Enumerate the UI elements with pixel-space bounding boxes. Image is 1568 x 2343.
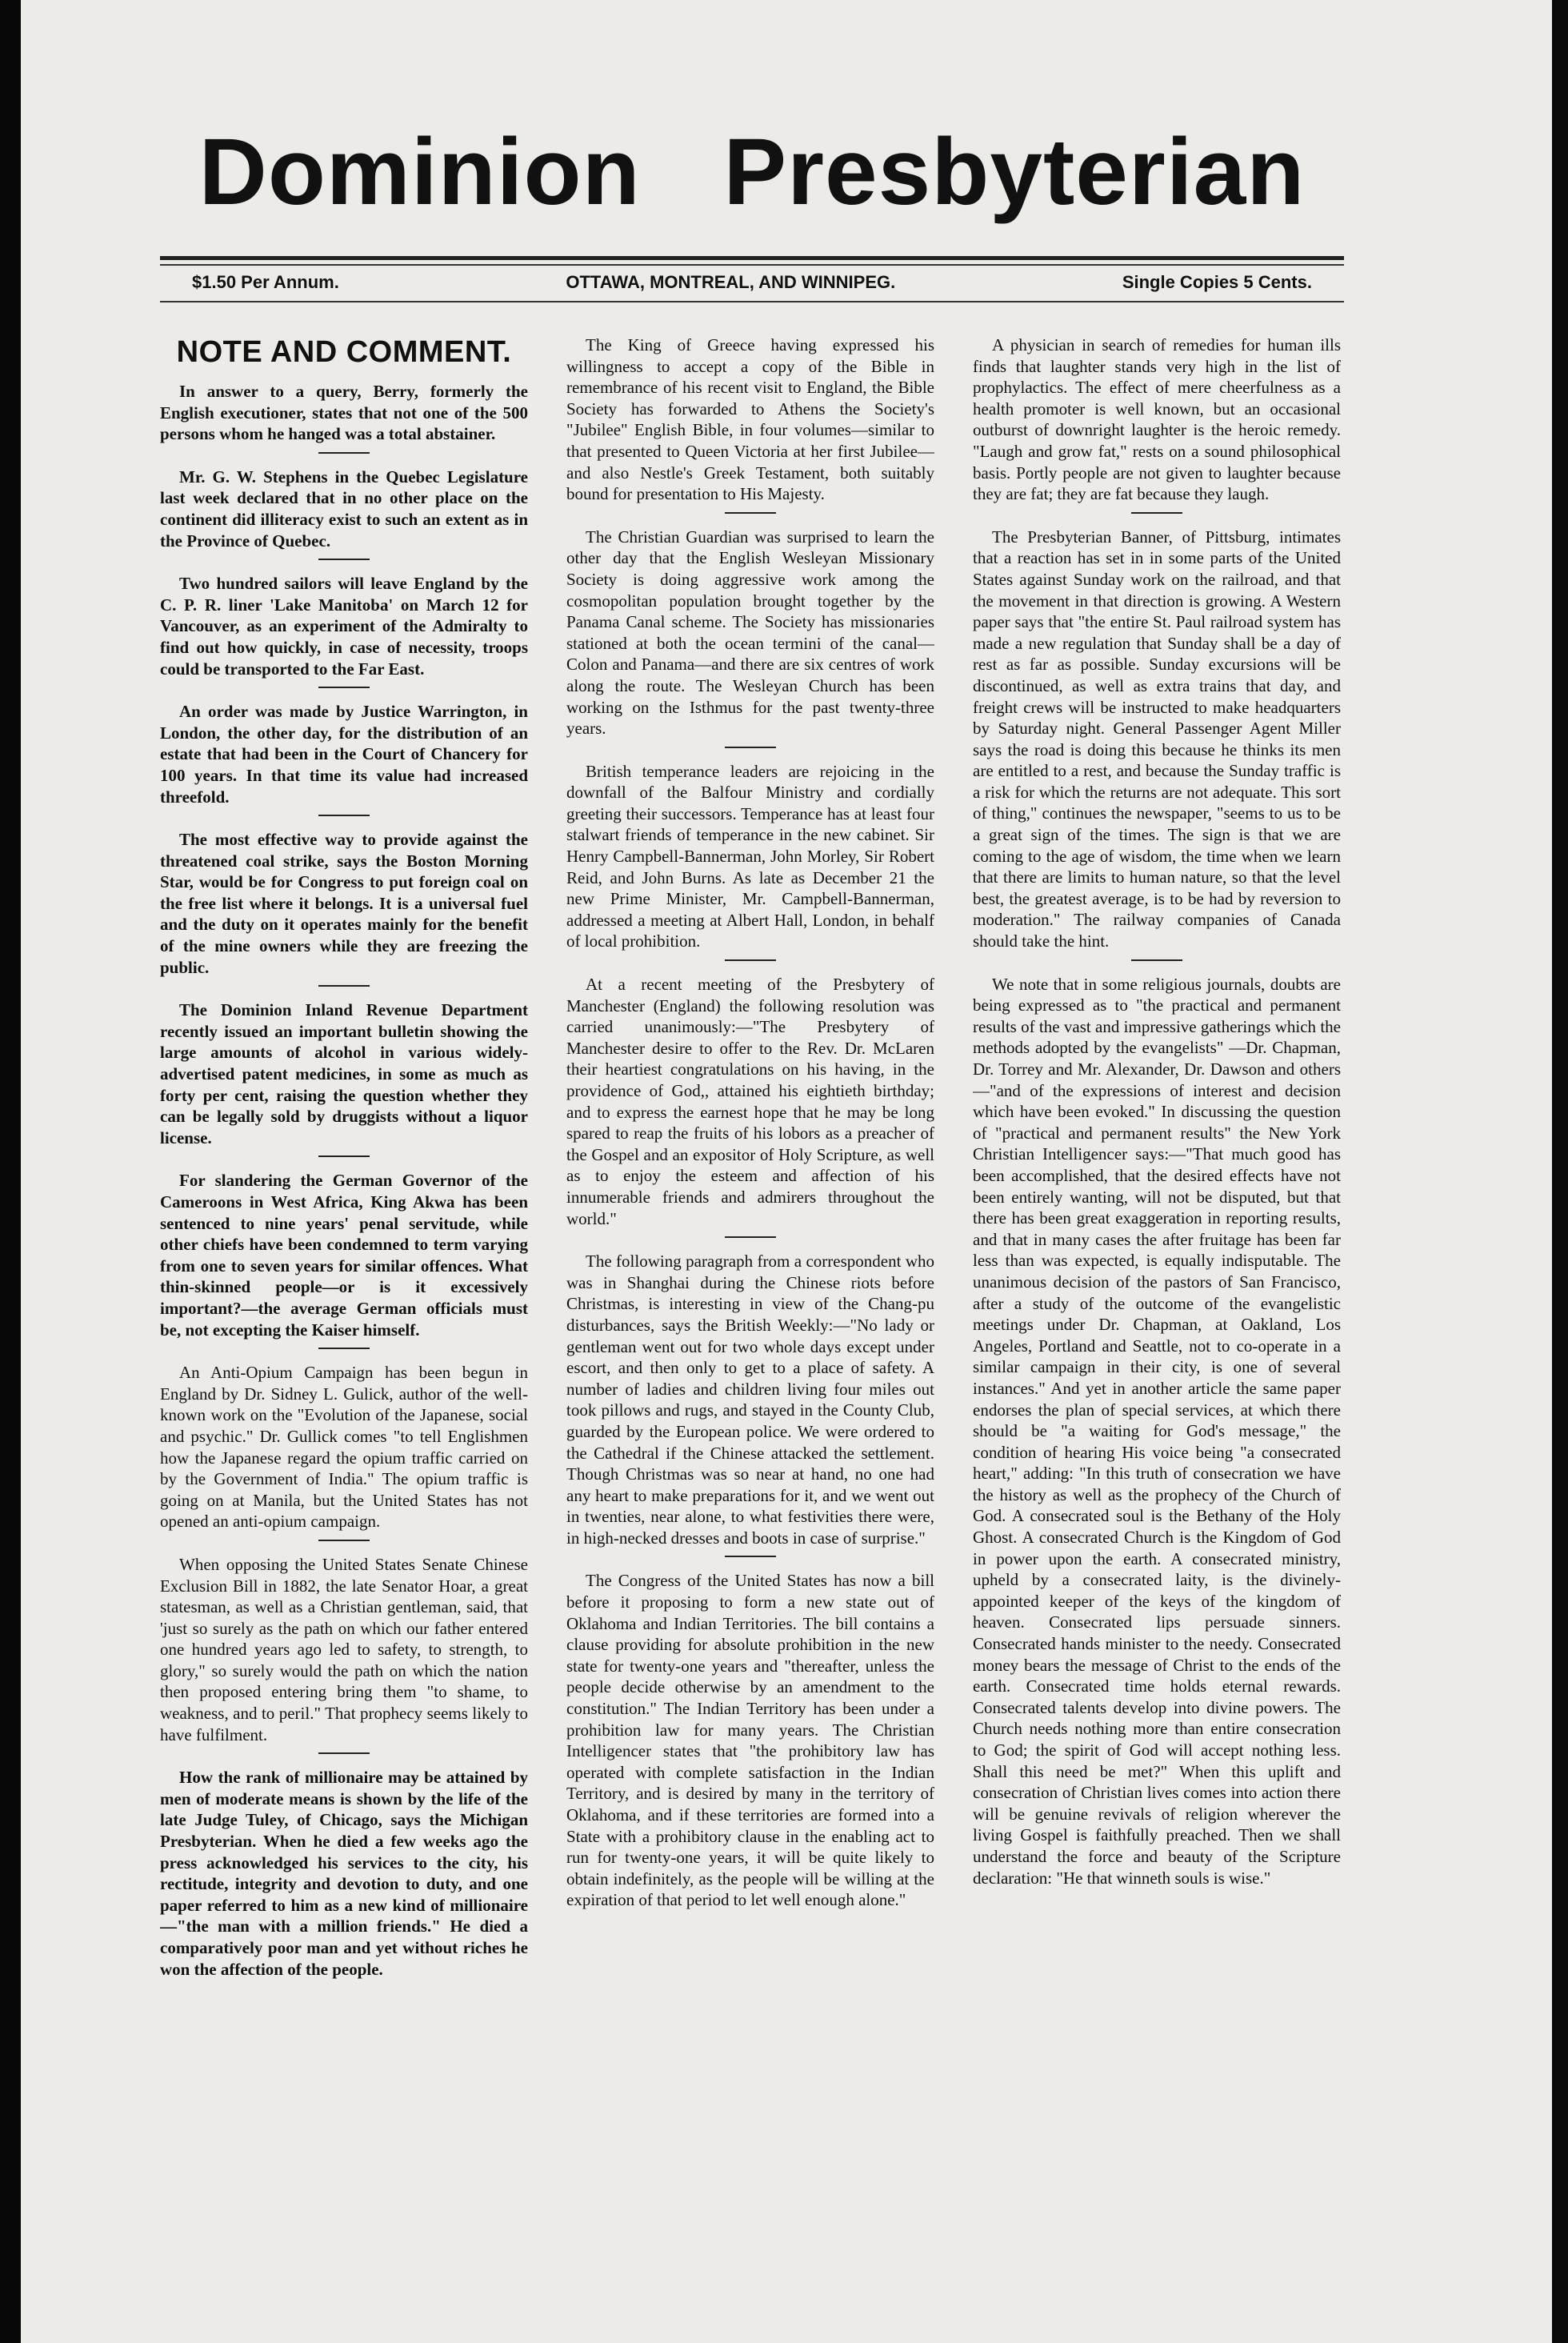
article-separator xyxy=(725,959,776,961)
article-paragraph: When opposing the United States Senate Chinese Exclusion Bill in 1882, the late Senator Hoar, a great statesman, as well as a Christian gentleman, said, that 'just so surely as the path on which our father entered one hundred years ago led to safety, to strength, to glory," so surely would the path on which the nation then proposed entering bring them "to shame, to weakness, and to peril." That prophecy seems likely to have fulfilment. xyxy=(160,1554,528,1744)
article-paragraph: Two hundred sailors will leave England by the C. P. R. liner 'Lake Manitoba' on March 12 for Vancouver, as an experiment of the Admiralty to find out how quickly, in case of necessity, troops could be transported to the Far East. xyxy=(160,574,528,679)
article-separator xyxy=(725,747,776,748)
article-paragraph: The following paragraph from a correspondent who was in Shanghai during the Chinese riots before Christmas, is interesting in view of the Chang-pu disturbances, says the British Weekly:—"No lady or gentleman went out for two whole days except under escort, and then only to get to a place of safety. A number of ladies and children living four miles out took pillows and rugs, and stayed in the County Club, guarded by the European police. We were ordered to the Cathedral if the Chinese attacked the settlement. Though Christmas was so near at hand, no one had any heart to make preparations for it, and we went out in twenties, near alone, to what festivities there were, in high-necked dresses and boots in case of surprise." xyxy=(566,1252,934,1548)
article-separator xyxy=(725,1236,776,1238)
column-2 xyxy=(566,334,934,2287)
article-paragraph: In answer to a query, Berry, formerly the English executioner, states that not one of the 500 persons whom he hanged was a total abstainer. xyxy=(160,382,528,444)
article-paragraph: A physician in search of remedies for human ills finds that laughter stands very high in the list of prophylactics. The effect of mere cheerfulness as a health promoter is well known, but an occasional outburst of downright laughter is the heroic remedy. "Laugh and grow fat," rests on a sound philosophical basis. Portly people are not given to laughter because they are fat; they are fat because they laugh. xyxy=(973,335,1341,504)
article-separator xyxy=(318,1348,370,1349)
subscription-price: $1.50 Per Annum. xyxy=(192,272,339,292)
article-separator xyxy=(725,1556,776,1557)
article-paragraph: The most effective way to provide against the threatened coal strike, says the Boston Morning Star, would be for Congress to put foreign coal on the free list where it belongs. It is a universal fuel and the duty on it operates mainly for the benefit of the mine owners while they are freezing the public. xyxy=(160,830,528,977)
article-columns xyxy=(160,334,1344,2287)
article-separator xyxy=(318,985,370,987)
article-paragraph: For slandering the German Governor of the Cameroons in West Africa, King Akwa has been sentenced to nine years' penal servitude, while other chiefs have been condemned to term varying from one to seven years for similar offences. What thin-skinned people—or is it excessively important?—the average German officials must be, not excepting the Kaiser himself. xyxy=(160,1171,528,1340)
column-1 xyxy=(160,334,528,2287)
article-paragraph: The King of Greece having expressed his willingness to accept a copy of the Bible in remembrance of his recent visit to England, the Bible Society has forwarded to Athens the Society's "Jubilee" English Bible, in four volumes—similar to that presented to Queen Victoria at her first Jubilee—and also Nestle's Greek Testament, both suitably bound for presentation to His Majesty. xyxy=(566,335,934,504)
article-separator xyxy=(318,815,370,816)
article-paragraph: The Christian Guardian was surprised to learn the other day that the English Wesleyan Missionary Society is doing aggressive work among the cosmopolitan population brought together by the Panama Canal scheme. The Society has missionaries stationed at both the ocean termini of the canal—Colon and Panama—and there are six centres of work along the route. The Wesleyan Church has been working on the Isthmus for the past twenty-three years. xyxy=(566,527,934,739)
publication-cities: OTTAWA, MONTREAL, AND WINNIPEG. xyxy=(566,272,896,292)
scan-edge-right xyxy=(1552,0,1568,2343)
article-separator xyxy=(318,1540,370,1541)
article-paragraph: We note that in some religious journals, doubts are being expressed as to "the practical and permanent results of the vast and impressive gatherings which the methods adopted by the evangelists" —Dr. Chapman, Dr. Torrey and Mr. Alexander, Dr. Dawson and others—"and of the expressions of interest and decision which have been evoked." In discussing the question of "practical and permanent results" the New York Christian Intelligencer says:—"That much good has been accomplished, that the desired effects have not been entirely wanting, will not be disputed, but that there has been great exaggeration in reporting results, and that in many cases the after fruitage has been far less than was expected, is equally indisputable. The unanimous decision of the pastors of San Francisco, after a study of the outcome of the evangelistic meetings under Dr. Chapman, at Oakland, Los Angeles, Portland and Seattle, not to co-operate in a similar campaign in their city, is one of several instances." And yet in another article the same paper endorses the plan of special services, at which there should be "a waiting for God's message," the condition of hearing His voice being "a consecrated heart," adding: "In this truth of consecration we have the history as well as the prophecy of the Church of God. A consecrated soul is the Bethany of the Holy Ghost. A consecrated Church is the Kingdom of God in power upon the earth. A consecrated ministry, upheld by a consecrated laity, is the divinely-appointed keeper of the keys of the kingdom of heaven. Consecrated lips persuade sinners. Consecrated hands minister to the needy. Consecrated money bears the message of Christ to the ends of the earth. Consecrated time holds eternal rewards. Consecrated talents develop into divine powers. The Church needs nothing more than entire consecration to God; the spirit of God will accept nothing less. Shall this need be met?" When this uplift and consecration of Christian lives comes into action there will be genuine revivals of religion wherever the living Gospel is faithfully preached. Then we shall understand the force and beauty of the Scripture declaration: "He that winneth souls is wise." xyxy=(973,974,1341,1888)
article-separator xyxy=(1131,512,1182,514)
masthead-infobar xyxy=(160,266,1344,298)
article-paragraph: Mr. G. W. Stephens in the Quebec Legislature last week declared that in no other place on the continent did illiteracy exist to such an extent as in the Province of Quebec. xyxy=(160,467,528,551)
scan-edge-left xyxy=(0,0,21,2343)
article-separator xyxy=(725,512,776,514)
article-paragraph: An Anti-Opium Campaign has been begun in England by Dr. Sidney L. Gulick, author of the well-known work on the "Evolution of the Japanese, social and psychic." Dr. Gullick comes "to tell Englishmen how the Japanese regard the opium traffic carried on by the Government of India." The opium traffic is going on at Manila, but the United States has not opened an anti-opium campaign. xyxy=(160,1363,528,1532)
infobar-rule xyxy=(160,301,1344,302)
article-separator xyxy=(318,687,370,688)
article-paragraph: How the rank of millionaire may be attained by men of moderate means is shown by the life of the late Judge Tuley, of Chicago, says the Michigan Presbyterian. When he died a few weeks ago the press acknowledged his services to the city, his rectitude, integrity and devotion to duty, and one paper referred to him as a new kind of millionaire—"the man with a million friends." He died a comparatively poor man and yet without riches he won the affection of the people. xyxy=(160,1768,528,1979)
article-paragraph: The Dominion Inland Revenue Department recently issued an important bulletin showing the large amounts of alcohol in various widely-advertised patent medicines, in some as much as forty per cent, raising the question whether they can be legally sold by druggists without a liquor license. xyxy=(160,1000,528,1147)
masthead-title: Dominion Presbyterian xyxy=(198,119,1306,225)
article-separator xyxy=(318,1752,370,1754)
article-separator xyxy=(318,452,370,454)
section-heading: NOTE AND COMMENT. xyxy=(176,335,512,369)
masthead-rule xyxy=(160,256,1344,260)
newspaper-page xyxy=(160,112,1344,2273)
article-separator xyxy=(318,559,370,560)
article-separator xyxy=(1131,959,1182,961)
article-paragraph: The Congress of the United States has now a bill before it proposing to form a new state out of Oklahoma and Indian Territories. The bill contains a clause providing for absolute prohibition in the new state for twenty-one years and "thereafter, unless the people decide otherwise by an amendment to the constitution." The Indian Territory has been under a prohibition law for many years. The Christian Intelligencer states that "the prohibitory law has operated with complete satisfaction in the Indian Territory, and is desired by many in the territory of Oklahoma, and if these territories are formed into a State with a prohibitory clause in the enabling act to run for twenty-one years, it will be quite likely to obtain indefinitely, as the people will be willing at the expiration of that period to let well enough alone." xyxy=(566,1571,934,1910)
article-separator xyxy=(318,1155,370,1157)
article-paragraph: The Presbyterian Banner, of Pittsburg, intimates that a reaction has set in in some parts of the United States against Sunday work on the railroad, and that the movement in that direction is growing. A Western paper says that "the entire St. Paul railroad system has made a new regulation that Sunday shall be a day of rest as far as possible. Sunday excursions will be discontinued, as well as extra trains that day, and freight crews will be instructed to make headquarters by Saturday night. General Passenger Agent Miller says the road is doing this because he thinks its men are entitled to a rest, and because the Sunday traffic is a risk for which the returns are not adequate. This sort of thing," continues the newspaper, "seems to us to be a great sign of the times. The sign is that we are coming to the age of wisdom, the time when we learn that there are limits to human nature, so that the level best, the greatest average, is to be had by reversion to moderation." The railway companies of Canada should take the hint. xyxy=(973,527,1341,951)
column-3 xyxy=(973,334,1341,2287)
single-copy-price: Single Copies 5 Cents. xyxy=(1122,272,1312,292)
article-paragraph: An order was made by Justice Warrington, in London, the other day, for the distribution of an estate that had been in the Court of Chancery for 100 years. In that time its value had increased threefold. xyxy=(160,702,528,807)
article-paragraph: British temperance leaders are rejoicing in the downfall of the Balfour Ministry and cordially greeting their successors. Temperance has at least four stalwart friends of temperance in the new cabinet. Sir Henry Campbell-Bannerman, John Morley, Sir Robert Reid, and John Burns. As late as December 21 the new Prime Minister, Mr. Campbell-Bannerman, addressed a meeting at Albert Hall, London, in behalf of local prohibition. xyxy=(566,761,934,951)
article-paragraph: At a recent meeting of the Presbytery of Manchester (England) the following resolution was carried unanimously:—"The Presbytery of Manchester desire to offer to the Rev. Dr. McLaren their heartiest congratulations on his having, in the providence of God,, attained his eightieth birthday; and to express the earnest hope that he may be long spared to reap the fruits of his lobors as a preacher of the Gospel and an expositor of Holy Scripture, as well as to enjoy the esteem and affection of his innumerable friends and admirers throughout the world." xyxy=(566,975,934,1228)
